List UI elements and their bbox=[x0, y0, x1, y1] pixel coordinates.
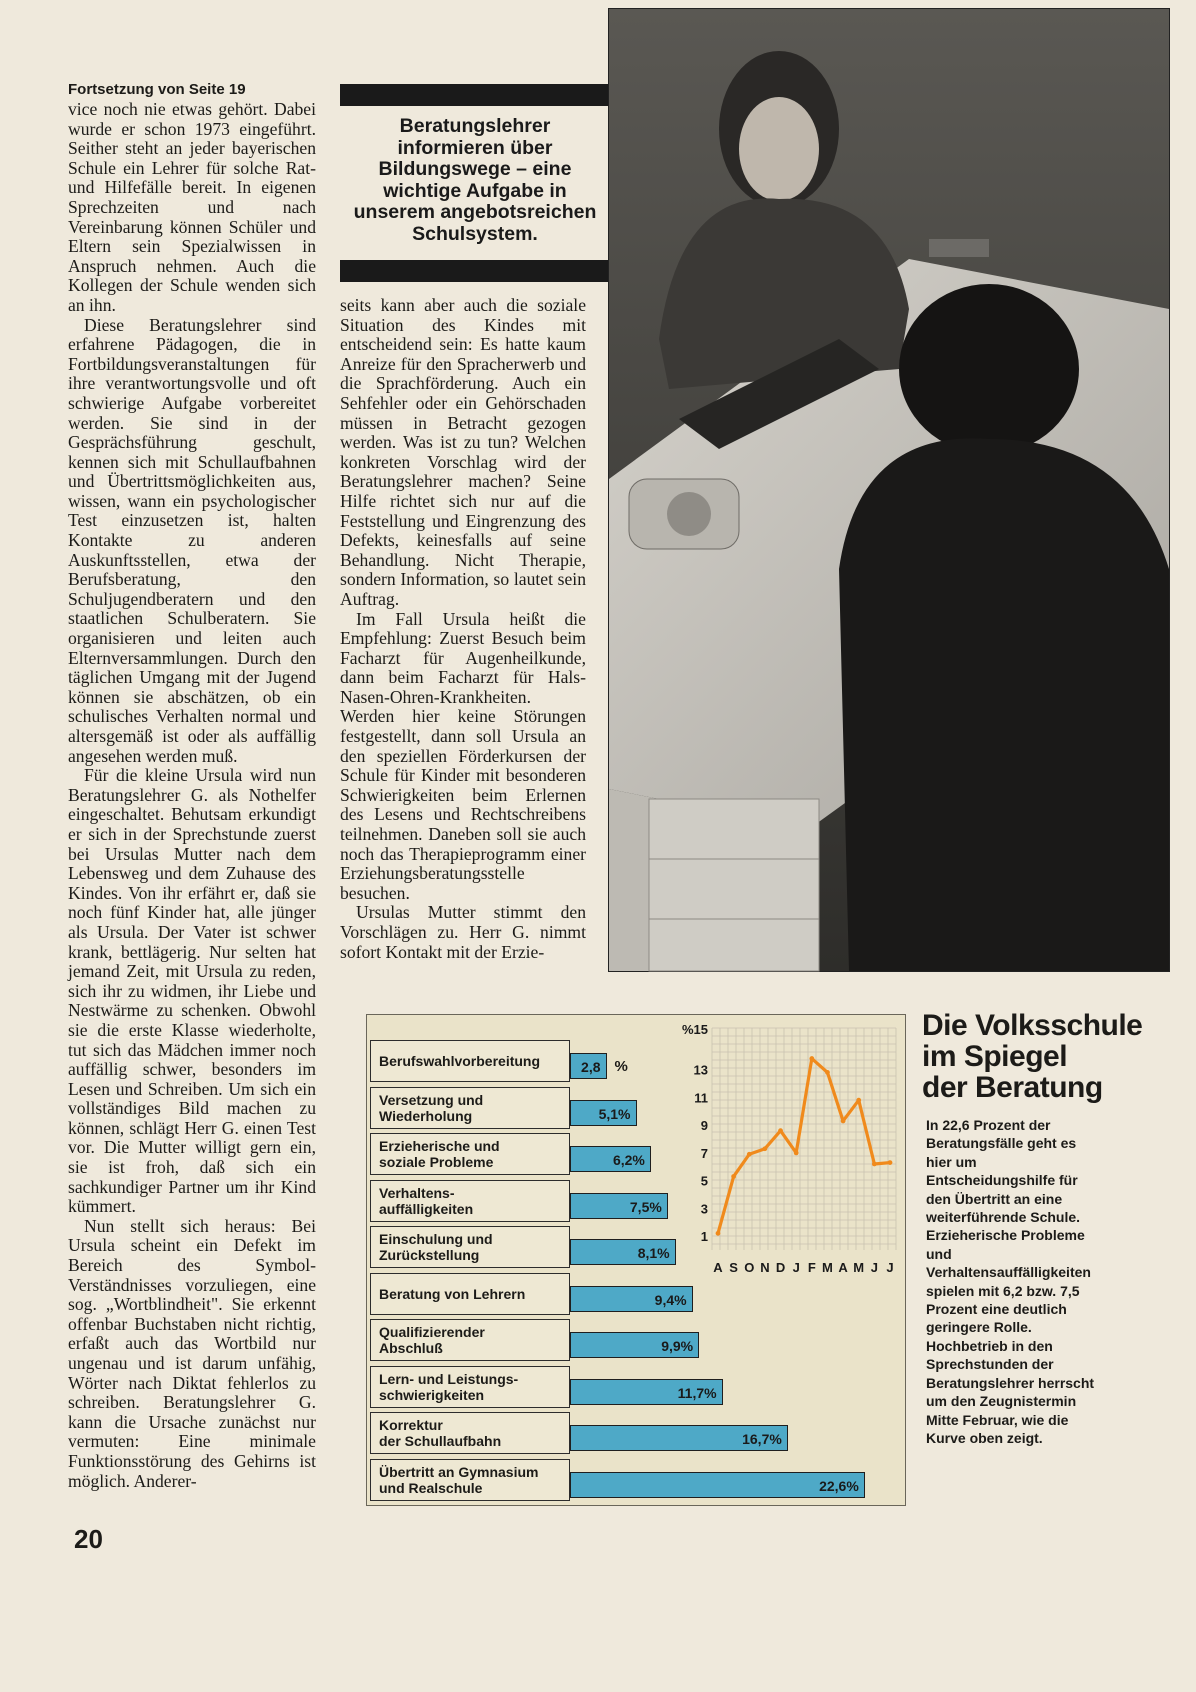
bar-category-label bbox=[370, 1459, 570, 1501]
bar-category-text: Versetzung und Wiederholung bbox=[379, 1091, 484, 1124]
photo-illustration bbox=[609, 9, 1169, 971]
article-column-2 bbox=[340, 296, 586, 962]
continuation-kicker: Fortsetzung von Seite 19 bbox=[68, 81, 246, 98]
line-chart bbox=[681, 1014, 904, 1278]
line-point bbox=[716, 1231, 721, 1236]
y-tick-label: 11 bbox=[694, 1090, 708, 1106]
bar-category-label bbox=[370, 1040, 570, 1082]
paragraph: Im Fall Ursula heißt die Empfehlung: Zuerst Besuch beim Facharzt für Augenheilkunde, dann beim Facharzt für Hals-Nasen-Ohren-Krankheiten. Werden hier keine Störungen festgestellt, dann soll Ursula an den speziellen Förderkursen der Schule für Kinder mit besonderen Schwierigkeiten beim Erlernen des Lesens und Rechtschreibens teilnehmen. Daneben soll sie auch noch das Therapieprogramm einer Erziehungsberatungsstelle besuchen. bbox=[340, 608, 586, 903]
x-tick-label: J bbox=[792, 1260, 800, 1275]
bar-value-label: 9,4% bbox=[654, 1291, 687, 1308]
line-point bbox=[888, 1160, 893, 1165]
x-tick-label: F bbox=[807, 1260, 816, 1275]
bar-category-label bbox=[370, 1319, 570, 1361]
line-point bbox=[809, 1056, 814, 1061]
y-axis-top-label: %15 bbox=[681, 1022, 708, 1037]
y-tick-label: 5 bbox=[700, 1173, 708, 1189]
bar-category-text: Übertritt an Gymnasium und Realschule bbox=[379, 1463, 539, 1496]
bar-category-label bbox=[370, 1273, 570, 1315]
bar-value-label: 6,2% bbox=[612, 1152, 645, 1168]
bar-unit-label: % bbox=[614, 1058, 628, 1075]
x-tick-label: O bbox=[744, 1260, 755, 1275]
bar-row bbox=[370, 1273, 890, 1315]
line-point bbox=[747, 1152, 752, 1157]
paragraph: Nun stellt sich heraus: Bei Ursula scheint ein Defekt im Bereich des Symbol-Verständnisses vorzuliegen, eine sog. „Wortblindheit". Sie erkennt offenbar Buchstaben nicht richtig, erfaßt auch das Wortbild nur ungenau und ist darum unfähig, Wörter nach Diktat fehlerlos zu schreiben. Beratungslehrer G. kann die Ursache zunächst nur vermuten: Eine minimale Funktionsstörung des Gehirns ist möglich. Anderer- bbox=[68, 1215, 316, 1491]
line-point bbox=[825, 1070, 830, 1075]
bar-value-label: 5,1% bbox=[598, 1105, 631, 1122]
x-tick-label: N bbox=[760, 1260, 770, 1275]
aside-title-line: der Beratung bbox=[922, 1071, 1103, 1104]
line-point bbox=[778, 1128, 783, 1133]
bar-value-label: 2,8 bbox=[581, 1059, 601, 1075]
paragraph: Für die kleine Ursula wird nun Beratungslehrer G. als Nothelfer eingeschaltet. Behutsam erkundigt er sich in der Sprechstunde zuerst bei Ursulas Mutter nach dem Lebensweg und dem Zuhause des Kindes. Von ihr erfährt er, daß sie noch fünf Kinder hat, alle jünger als Ursula. Der Vater ist schwer krank, bettlägerig. Nur selten hat jemand Zeit, mit Ursula zu reden, sich ihr zu widmen, ihr Liebe und Nestwärme zu schenken. Obwohl sie die erste Klasse wiederholte, tut sich das Mädchen immer noch auffällig schwer, besonders im Lesen und Schreiben. Um sich ein vollständiges Bild machen zu können, schlägt Herr G. einen Test vor. Die Mutter willigt gern ein, sie ist froh, daß sich ein sachkundiger Partner um ihr Kind kümmert. bbox=[68, 765, 316, 1217]
pullquote-bottom-rule bbox=[340, 260, 608, 282]
line-point bbox=[872, 1162, 877, 1167]
x-tick-label: J bbox=[886, 1260, 894, 1275]
y-tick-label: 13 bbox=[693, 1062, 708, 1078]
x-tick-label: A bbox=[838, 1260, 848, 1275]
y-tick-label: 3 bbox=[700, 1201, 708, 1217]
bar-category-text: Korrektur der Schullaufbahn bbox=[379, 1417, 502, 1449]
bar-row bbox=[370, 1412, 890, 1454]
x-tick-label: J bbox=[870, 1260, 878, 1275]
pullquote: Beratungslehrer informieren über Bildungswege – eine wichtige Aufgabe in unserem angebotsreichen Schulsystem. bbox=[353, 115, 597, 245]
y-tick-label: 9 bbox=[700, 1118, 708, 1134]
aside-title-line: Die Volksschule bbox=[922, 1009, 1143, 1042]
line-point bbox=[763, 1146, 768, 1151]
aside-text: In 22,6 Prozent der Beratungsfälle geht es hier um Entscheidungshilfe für den Übertritt an eine weiterführende Schule. Erzieherische Probleme und Verhaltensauffälligkeiten spielen mit 6,2 bzw. 7,5 Prozent eine deutlich geringere Rolle. Hochbetrieb in den Sprechstunden der Beratungslehrer herrscht um den Zeugnistermin Mitte Februar, wie die Kurve oben zeigt. bbox=[926, 1117, 1095, 1446]
x-tick-label: M bbox=[853, 1260, 865, 1275]
line-point bbox=[856, 1098, 861, 1103]
bar-category-label bbox=[370, 1087, 570, 1129]
column-2-text bbox=[340, 296, 586, 962]
bar-value-label: 8,1% bbox=[637, 1245, 670, 1261]
bar-row bbox=[370, 1319, 890, 1361]
line-point bbox=[794, 1150, 799, 1155]
pullquote-top-rule bbox=[340, 84, 608, 106]
bar-category-text: Qualifizierender Abschluß bbox=[379, 1324, 485, 1356]
bar-row bbox=[370, 1366, 890, 1408]
paragraph: Ursulas Mutter stimmt den Vorschlägen zu. Herr G. nimmt sofort Kontakt mit der Erzie- bbox=[340, 902, 586, 962]
bar-category-label bbox=[370, 1180, 570, 1222]
bar-category-text: Beratung von Lehrern bbox=[379, 1285, 526, 1302]
y-tick-label: 7 bbox=[700, 1145, 708, 1161]
paragraph: Diese Beratungslehrer sind erfahrene Pädagogen, die in Fortbildungsveranstaltungen für ihre verantwortungsvolle und oft schwierige Aufgabe vorbereitet werden. Sie sind in der Gesprächsführung geschult, kennen sich mit Schullaufbahnen und Übertrittsmöglichkeiten aus, wissen, wann ein psychologischer Test einzusetzen ist, halten Kontakte zu anderen Auskunftsstellen, etwa der Berufsberatung, den Schuljugendberatern und den staatlichen Schulberatern. Sie organisieren und leiten auch Elternversammlungen. Durch den täglichen Umgang mit der Jugend können sie abschätzen, ob ein schulisches Verhalten normal und altersgemäß ist oder als auffällig angesehen werden muß. bbox=[68, 314, 316, 766]
bar-category-text: Verhaltens- auffälligkeiten bbox=[379, 1184, 474, 1217]
bar-category-text: Einschulung und Zurückstellung bbox=[379, 1231, 493, 1263]
page-number: 20 bbox=[74, 1524, 103, 1554]
article-column-1 bbox=[68, 80, 316, 1491]
paragraph: seits kann aber auch die soziale Situation des Kindes mit entscheidend sein: Es hatte kaum Anreize für den Spracherwerb und die Sprachförderung. Auch ein Sehfehler oder ein Gehörschaden müssen in Betracht gezogen werden. Was ist zu tun? Welchen konkreten Vorschlag wird der Beratungslehrer machen? Seine Hilfe richtet sich nur auf die Feststellung und Eingrenzung des Defekts, keinesfalls auf seine Behandlung. Nicht Therapie, sondern Information, so lautet sein Auftrag. bbox=[340, 295, 586, 609]
line-point bbox=[841, 1119, 846, 1124]
line-point bbox=[731, 1174, 736, 1179]
bar-value-label: 11,7% bbox=[677, 1384, 717, 1401]
bar-value-label: 9,9% bbox=[661, 1338, 694, 1354]
x-tick-label: M bbox=[822, 1260, 833, 1275]
x-tick-label: S bbox=[729, 1260, 738, 1275]
bar-category-text: Berufswahlvorbereitung bbox=[379, 1053, 541, 1069]
bar-category-label bbox=[370, 1412, 570, 1454]
x-tick-label: D bbox=[775, 1260, 786, 1275]
aside-title bbox=[922, 1010, 1172, 1103]
counseling-photo bbox=[608, 8, 1170, 972]
bar-category-label bbox=[370, 1366, 570, 1408]
bar-value-label: 22,6% bbox=[819, 1477, 859, 1494]
bar-category-text: Lern- und Leistungs- schwierigkeiten bbox=[379, 1370, 519, 1403]
bar-value-label: 7,5% bbox=[629, 1198, 662, 1215]
aside-title-line: im Spiegel bbox=[922, 1040, 1068, 1073]
bar-category-label bbox=[370, 1133, 570, 1175]
bar-value-label: 16,7% bbox=[742, 1431, 782, 1447]
bar-category-label bbox=[370, 1226, 570, 1268]
paragraph: vice noch nie etwas gehört. Dabei wurde er schon 1973 eingeführt. Seither steht an jeder bayerischen Schule ein Lehrer für solche Rat- und Hilfefälle bereit. In eigenen Sprechzeiten und nach Vereinbarung können Schüler und Eltern sein Spezialwissen in Anspruch nehmen. Auch die Kollegen der Schule wenden sich an ihn. bbox=[68, 99, 316, 315]
x-tick-label: A bbox=[713, 1260, 723, 1275]
column-1-text bbox=[68, 100, 316, 1491]
bar-row bbox=[370, 1459, 890, 1501]
bar-category-text: Erzieherische und soziale Probleme bbox=[379, 1138, 500, 1170]
y-tick-label: 1 bbox=[700, 1229, 708, 1245]
